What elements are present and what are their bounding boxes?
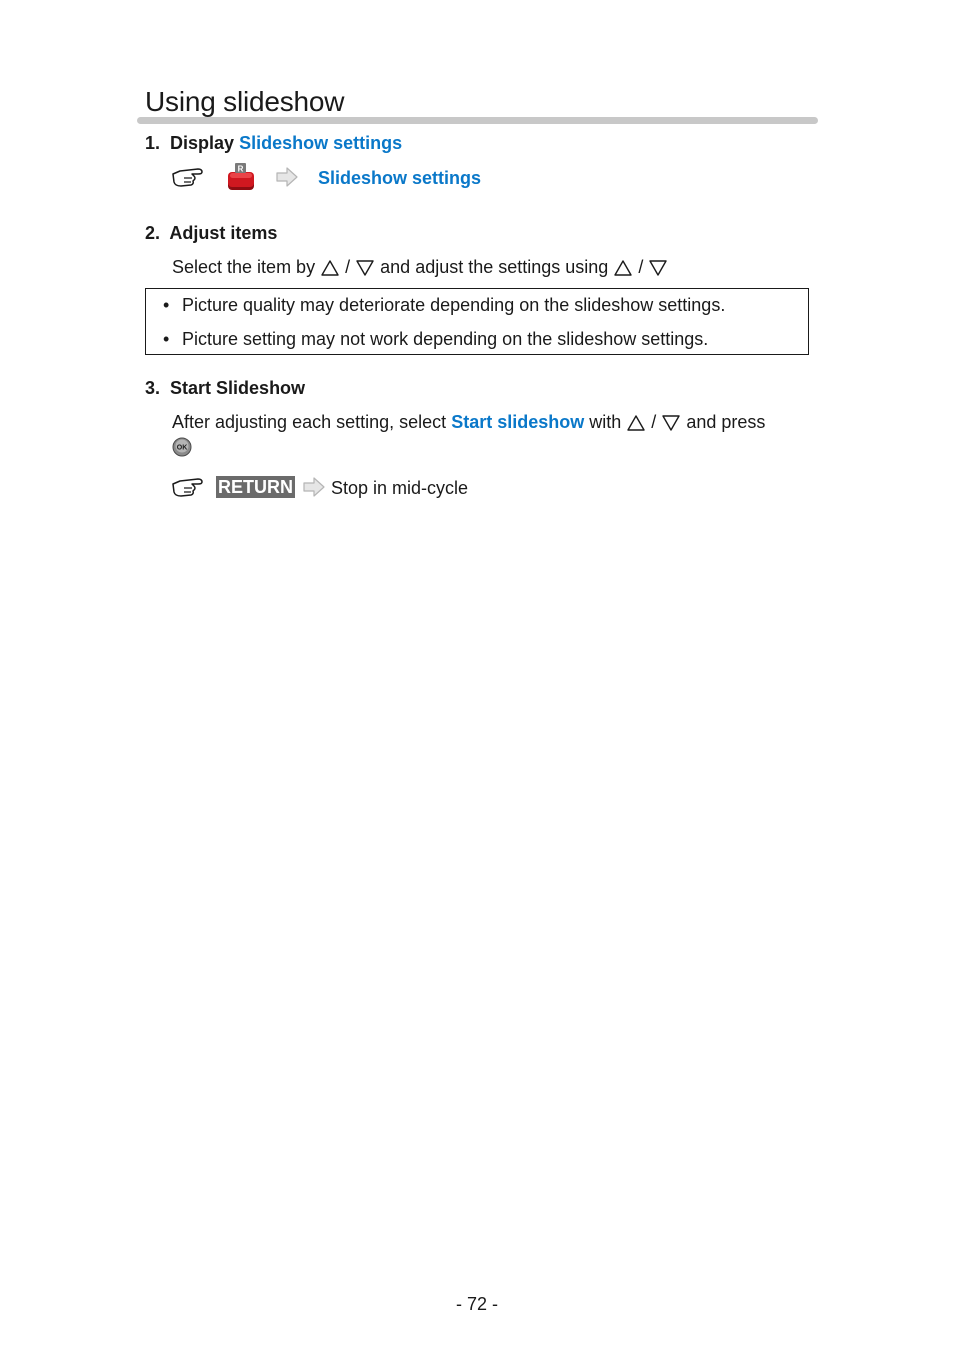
slideshow-settings-menu-target[interactable]: Slideshow settings bbox=[318, 168, 482, 188]
step-3-with: with bbox=[589, 412, 622, 432]
down-arrow-icon bbox=[355, 259, 375, 277]
step-2-instruction bbox=[172, 256, 668, 278]
up-arrow-icon bbox=[626, 414, 646, 432]
step-2-prefix: Select the item by bbox=[172, 257, 316, 277]
note-item bbox=[163, 328, 169, 350]
step-1-number: 1. bbox=[145, 133, 161, 153]
step-1-heading bbox=[145, 132, 402, 154]
red-button-label: R bbox=[237, 164, 244, 174]
ok-button-label: OK bbox=[176, 444, 188, 452]
note-item bbox=[163, 294, 169, 316]
note-text: Picture setting may not work depending on the slideshow settings. bbox=[182, 329, 709, 349]
up-arrow-icon bbox=[320, 259, 340, 277]
note-bullet: • bbox=[163, 329, 170, 349]
red-button-icon[interactable] bbox=[225, 162, 257, 197]
step-3-prefix: After adjusting each setting, select bbox=[172, 412, 447, 432]
return-action-text: Stop in mid-cycle bbox=[331, 478, 469, 498]
arrow-right-icon bbox=[302, 476, 326, 503]
step-2-heading-text: Adjust items bbox=[169, 223, 278, 243]
slideshow-settings-link[interactable]: Slideshow settings bbox=[239, 133, 403, 153]
title-underline bbox=[137, 117, 818, 124]
step-3-heading-text: Start Slideshow bbox=[170, 378, 306, 398]
step-3-instruction bbox=[172, 411, 765, 433]
down-arrow-icon bbox=[661, 414, 681, 432]
ok-button-icon[interactable] bbox=[172, 437, 192, 462]
step-2-separator-1: / bbox=[345, 257, 351, 277]
arrow-right-icon bbox=[275, 166, 299, 193]
down-arrow-icon bbox=[648, 259, 668, 277]
step-2-heading bbox=[145, 222, 277, 244]
note-bullet: • bbox=[163, 295, 170, 315]
step-2-middle: and adjust the settings using bbox=[380, 257, 609, 277]
return-button[interactable] bbox=[216, 476, 295, 498]
pointing-hand-icon bbox=[172, 165, 206, 194]
pointing-hand-icon bbox=[172, 475, 206, 504]
step-1-heading-prefix: Display bbox=[170, 133, 235, 153]
step-3-separator: / bbox=[651, 412, 657, 432]
start-slideshow-link[interactable]: Start slideshow bbox=[451, 412, 585, 432]
step-2-separator-2: / bbox=[638, 257, 644, 277]
return-button-label: RETURN bbox=[218, 477, 293, 497]
step-3-heading bbox=[145, 377, 305, 399]
step-3-number: 3. bbox=[145, 378, 161, 398]
step-3-suffix: and press bbox=[686, 412, 766, 432]
step-2-number: 2. bbox=[145, 223, 161, 243]
note-text: Picture quality may deteriorate depending on the slideshow settings. bbox=[182, 295, 726, 315]
page-title: Using slideshow bbox=[145, 86, 345, 117]
up-arrow-icon bbox=[613, 259, 633, 277]
page-number: - 72 - bbox=[455, 1294, 498, 1314]
